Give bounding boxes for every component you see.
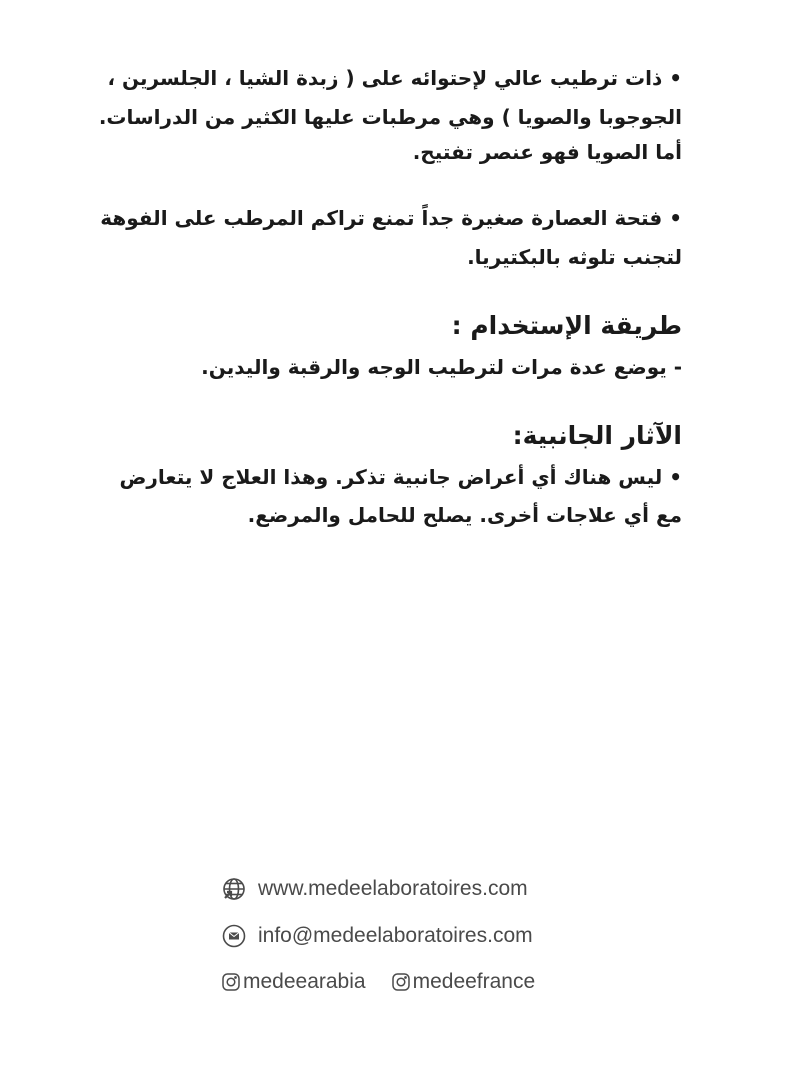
paragraph-line: مع أي علاجات أخرى. يصلح للحامل والمرضع. (247, 503, 682, 527)
paragraph-line: • ذات ترطيب عالي لإحتوائه على ( زبدة الشيا ، الجلسرين ، (107, 66, 682, 90)
instagram-account[interactable] (222, 970, 366, 994)
website-row (222, 877, 528, 901)
paragraph-line: لتجنب تلوثه بالبكتيريا. (467, 245, 682, 269)
side-effects-heading: الآثار الجانبية: (512, 421, 682, 450)
instagram-handle: medeearabia (243, 970, 366, 993)
instagram-handle: medeefrance (412, 970, 536, 993)
email-link[interactable]: info@medeelaboratoires.com (258, 924, 533, 947)
social-row (222, 970, 561, 994)
globe-icon (222, 877, 246, 901)
usage-heading: طريقة الإستخدام : (451, 311, 682, 340)
paragraph-line: - يوضع عدة مرات لترطيب الوجه والرقبة واليدين. (201, 355, 682, 379)
email-row (222, 924, 533, 948)
instagram-account[interactable] (392, 970, 536, 994)
paragraph-line: • فتحة العصارة صغيرة جداً تمنع تراكم المرطب على الفوهة (100, 206, 682, 230)
paragraph-line: أما الصويا فهو عنصر تفتيح. (412, 140, 682, 164)
envelope-icon (222, 924, 246, 948)
paragraph-line: • ليس هناك أي أعراض جانبية تذكر. وهذا العلاج لا يتعارض (119, 465, 682, 489)
paragraph-line: الجوجوبا والصويا ) وهي مرطبات عليها الكثير من الدراسات. (98, 105, 682, 129)
website-link[interactable]: www.medeelaboratoires.com (258, 877, 528, 900)
instagram-icon (392, 973, 410, 991)
instagram-icon (222, 973, 240, 991)
